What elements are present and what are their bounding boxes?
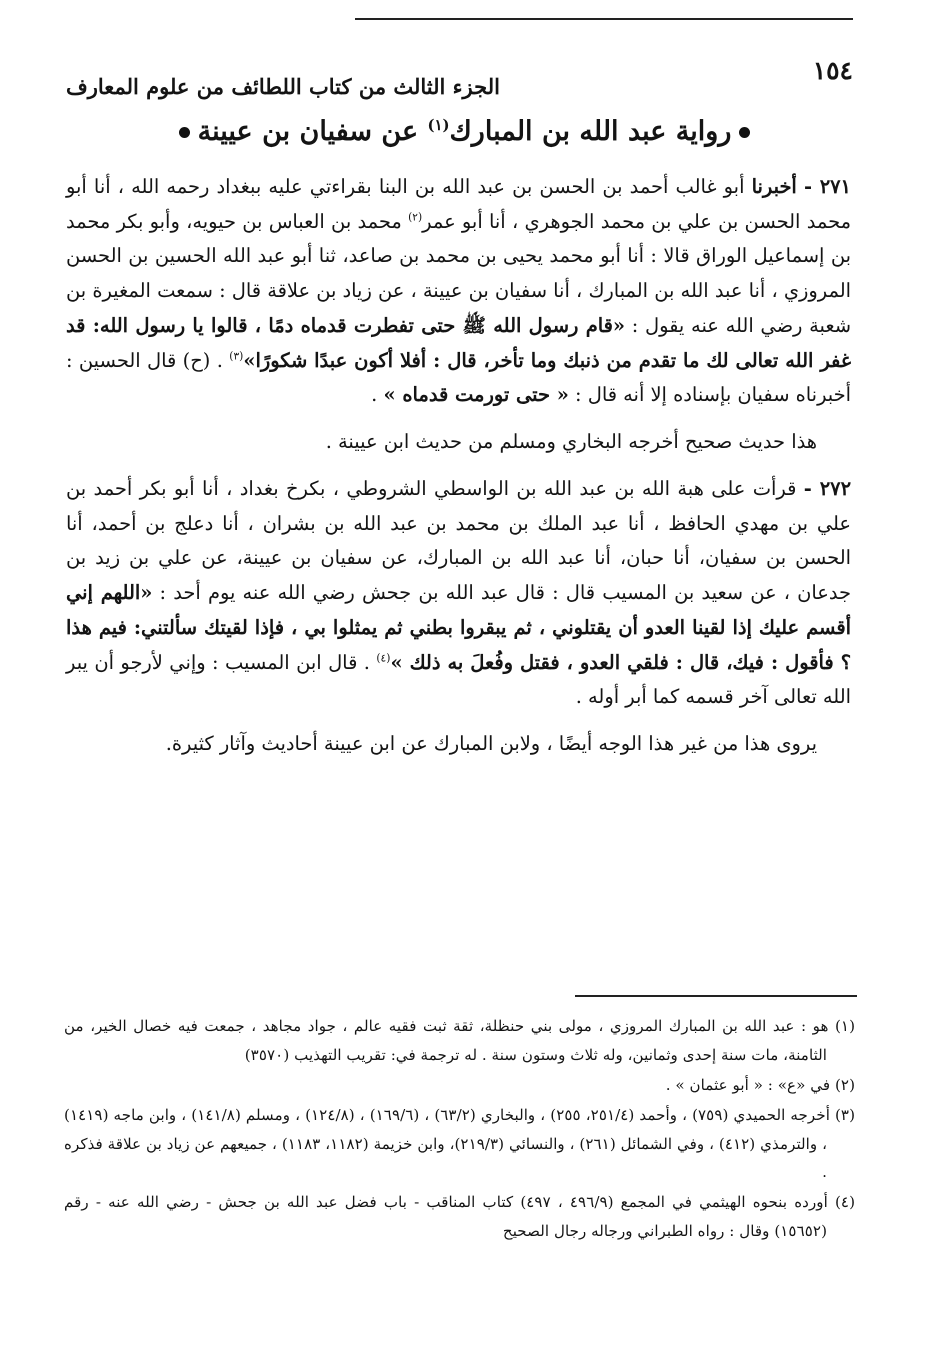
header-rule bbox=[355, 18, 853, 20]
author-note: يروى هذا من غير هذا الوجه أيضًا ، ولابن المبارك عن ابن عيينة أحاديث وآثار كثيرة. bbox=[165, 732, 817, 756]
section-title bbox=[60, 116, 869, 147]
variant-text: « حتى تورمت قدماه » bbox=[383, 383, 569, 407]
footnote-divider bbox=[575, 995, 857, 997]
bullet-icon bbox=[739, 127, 750, 138]
footnote-ref: (٤) bbox=[376, 651, 391, 665]
author-note: هذا حديث صحيح أخرجه البخاري ومسلم من حديث ابن عيينة . bbox=[325, 430, 817, 454]
isnad-text: قرأت على هبة الله بن عبد الله بن الواسطي الشروطي ، بكرخ بغداد ، أنا أبو بكر أحمد بن علي بن مهدي الحافظ ، أنا عبد الملك بن محمد بن عبد الله بن بشران ، أنا دعلج بن أحمد، أنا الحسن بن سفيان، أنا حبان، أنا عبد الله بن المبارك، عن سفيان بن عيينة، عن علي بن زيد بن جدعان ، عن سعيد بن المسيب قال : قال عبد الله بن جحش رضي الله عنه يوم أحد : bbox=[66, 476, 852, 605]
footnote: (٢) في «ع» : « أبو عثمان » . bbox=[665, 1075, 855, 1094]
section-title-rest: عن سفيان بن عيينة bbox=[197, 116, 419, 147]
isnad-text: أبو غالب أحمد بن الحسن بن عبد الله بن البنا بقراءتي عليه ببغداد رحمه الله ، أنا أبو محمد الحسن بن علي بن محمد الجوهري ، أنا أبو عمر bbox=[66, 175, 851, 233]
footnote-ref: (٣) bbox=[229, 349, 244, 363]
hadith-number: ٢٧٢ - bbox=[803, 476, 851, 500]
footnote: (١) هو : عبد الله بن المبارك المروزي ، مولى بني حنظلة، ثقة ثبت فقيه عالم ، جواد مجاهد ، جمعت فيه خصال الخير، من الثامنة، مات سنة إحدى وثمانين، وله ثلاث وستون سنة . له ترجمة في: تقريب التهذيب (٣٥٧٠) bbox=[64, 1017, 855, 1064]
footnote: (٤) أورده بنحوه الهيثمي في المجمع (٤٩٦/٩ ، ٤٩٧) كتاب المناقب - باب فضل عبد الله بن جحش - رضي الله عنه - رقم (١٥٦٥٢) وقال : رواه الطبراني ورجاله رجال الصحيح bbox=[64, 1193, 855, 1241]
footnote-ref: (١) bbox=[427, 116, 450, 134]
hadith-text: «اللهم إني أقسم عليك إذا لقينا العدو أن يقتلوني ، ثم يبقروا بطني ثم يمثلوا بي ، فإذا لقيتك سألتني: فيم هذا ؟ فأقول : فيك، قال : فلقي العدو ، فقتل وفُعلَ به ذلك » bbox=[66, 581, 851, 674]
paragraph-271 bbox=[66, 170, 851, 413]
narration-text: . قال ابن المسيب : وإني لأرجو أن يبر الله تعالى آخر قسمه كما أبر أوله . bbox=[66, 650, 851, 709]
footnotes bbox=[64, 1012, 855, 1247]
running-title: الجزء الثالث من كتاب اللطائف من علوم المعارف bbox=[66, 74, 500, 99]
running-header bbox=[66, 54, 853, 98]
narration-text: . bbox=[371, 383, 378, 407]
paragraph-272 bbox=[66, 472, 851, 715]
hadith-text: «قام رسول الله ﷺ حتى تفطرت قدماه دمًا ، قالوا يا رسول الله: قد غفر الله تعالى لك ما تقدم من ذنبك وما تأخر، قال : أفلا أكون عبدًا شكورًا» bbox=[66, 313, 851, 372]
isnad-text: محمد بن العباس بن حيويه، وأبو بكر محمد بن إسماعيل الوراق قالا : أنا أبو محمد يحيى بن محمد بن صاعد، ثنا أبو عبد الله الحسين بن الحسن المروزي ، أنا عبد الله بن المبارك ، أنا سفيان بن عيينة ، عن زياد بن علاقة قال : سمعت المغيرة بن شعبة رضي الله عنه يقول : bbox=[66, 209, 851, 337]
narration-lead: أخبرنا bbox=[751, 175, 797, 198]
page-number: ١٥٤ bbox=[812, 56, 853, 85]
footnote-ref: (٢) bbox=[408, 210, 423, 224]
body-text bbox=[66, 170, 851, 774]
section-title-main: رواية عبد الله بن المبارك bbox=[449, 116, 732, 147]
narration-text: . (ح) قال الحسين : أخبرناه سفيان بإسناده إلا أنه قال : bbox=[66, 348, 851, 407]
hadith-number: ٢٧١ - bbox=[803, 175, 851, 198]
footnote: (٣) أخرجه الحميدي (٧٥٩) ، وأحمد (٢٥١/٤، ٢٥٥) ، والبخاري (٦٣/٢) ، (١٦٩/٦) ، (١٢٤/٨) ، ومسلم (١٤١/٨) ، وابن ماجه (١٤١٩) ، والترمذي (٤١٢) ، وفي الشمائل (٢٦١) ، والنسائي (٢١٩/٣)، وابن خزيمة (١١٨٢، ١١٨٣) ، جميعهم عن زياد بن علاقة فذكره . bbox=[64, 1105, 856, 1182]
bullet-icon bbox=[179, 127, 190, 138]
